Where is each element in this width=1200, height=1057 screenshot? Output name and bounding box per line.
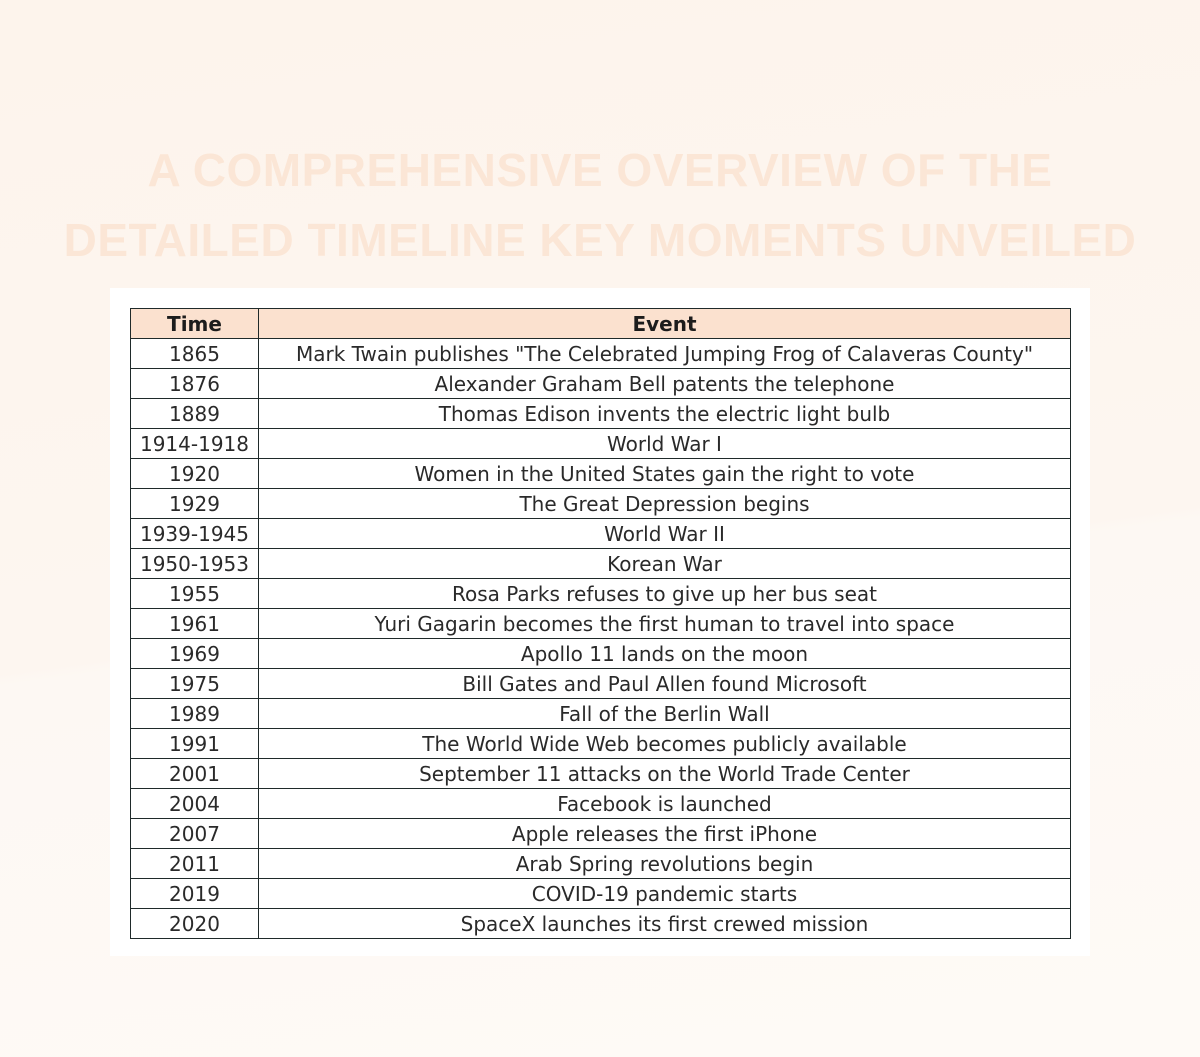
event-cell: The World Wide Web becomes publicly available xyxy=(259,729,1071,759)
time-cell: 2001 xyxy=(131,759,259,789)
event-cell: Thomas Edison invents the electric light bulb xyxy=(259,399,1071,429)
table-body xyxy=(131,339,1071,939)
timeline-card xyxy=(110,288,1090,956)
time-cell: 1975 xyxy=(131,669,259,699)
table-row xyxy=(131,909,1071,939)
event-cell: Facebook is launched xyxy=(259,789,1071,819)
page-title xyxy=(0,135,1200,275)
table-row xyxy=(131,519,1071,549)
time-cell: 1876 xyxy=(131,369,259,399)
table-row xyxy=(131,459,1071,489)
time-cell: 1955 xyxy=(131,579,259,609)
time-cell: 2020 xyxy=(131,909,259,939)
event-cell: COVID-19 pandemic starts xyxy=(259,879,1071,909)
timeline-table xyxy=(130,308,1071,939)
time-cell: 1950-1953 xyxy=(131,549,259,579)
time-cell: 1865 xyxy=(131,339,259,369)
table-row xyxy=(131,759,1071,789)
table-row xyxy=(131,429,1071,459)
header-time: Time xyxy=(131,309,259,339)
table-row xyxy=(131,339,1071,369)
table-header-row xyxy=(131,309,1071,339)
title-line-1: A COMPREHENSIVE OVERVIEW OF THE xyxy=(147,143,1053,196)
table-row xyxy=(131,879,1071,909)
event-cell: Korean War xyxy=(259,549,1071,579)
event-cell: Fall of the Berlin Wall xyxy=(259,699,1071,729)
event-cell: Apple releases the first iPhone xyxy=(259,819,1071,849)
table-row xyxy=(131,579,1071,609)
time-cell: 1939-1945 xyxy=(131,519,259,549)
table-row xyxy=(131,849,1071,879)
time-cell: 2019 xyxy=(131,879,259,909)
table-row xyxy=(131,639,1071,669)
event-cell: Yuri Gagarin becomes the first human to travel into space xyxy=(259,609,1071,639)
time-cell: 1991 xyxy=(131,729,259,759)
event-cell: Rosa Parks refuses to give up her bus seat xyxy=(259,579,1071,609)
table-row xyxy=(131,699,1071,729)
table-row xyxy=(131,489,1071,519)
event-cell: Bill Gates and Paul Allen found Microsoft xyxy=(259,669,1071,699)
event-cell: Arab Spring revolutions begin xyxy=(259,849,1071,879)
event-cell: Alexander Graham Bell patents the telephone xyxy=(259,369,1071,399)
table-row xyxy=(131,789,1071,819)
time-cell: 2004 xyxy=(131,789,259,819)
time-cell: 1989 xyxy=(131,699,259,729)
time-cell: 2007 xyxy=(131,819,259,849)
event-cell: World War II xyxy=(259,519,1071,549)
title-line-2: DETAILED TIMELINE KEY MOMENTS UNVEILED xyxy=(63,213,1137,266)
time-cell: 1920 xyxy=(131,459,259,489)
table-row xyxy=(131,369,1071,399)
time-cell: 1929 xyxy=(131,489,259,519)
table-row xyxy=(131,549,1071,579)
table-row xyxy=(131,399,1071,429)
table-row xyxy=(131,729,1071,759)
time-cell: 1914-1918 xyxy=(131,429,259,459)
event-cell: World War I xyxy=(259,429,1071,459)
time-cell: 1969 xyxy=(131,639,259,669)
table-row xyxy=(131,609,1071,639)
event-cell: SpaceX launches its first crewed mission xyxy=(259,909,1071,939)
header-event: Event xyxy=(259,309,1071,339)
time-cell: 2011 xyxy=(131,849,259,879)
table-row xyxy=(131,669,1071,699)
event-cell: Mark Twain publishes "The Celebrated Jumping Frog of Calaveras County" xyxy=(259,339,1071,369)
event-cell: Apollo 11 lands on the moon xyxy=(259,639,1071,669)
time-cell: 1889 xyxy=(131,399,259,429)
event-cell: The Great Depression begins xyxy=(259,489,1071,519)
event-cell: September 11 attacks on the World Trade Center xyxy=(259,759,1071,789)
table-row xyxy=(131,819,1071,849)
time-cell: 1961 xyxy=(131,609,259,639)
event-cell: Women in the United States gain the right to vote xyxy=(259,459,1071,489)
